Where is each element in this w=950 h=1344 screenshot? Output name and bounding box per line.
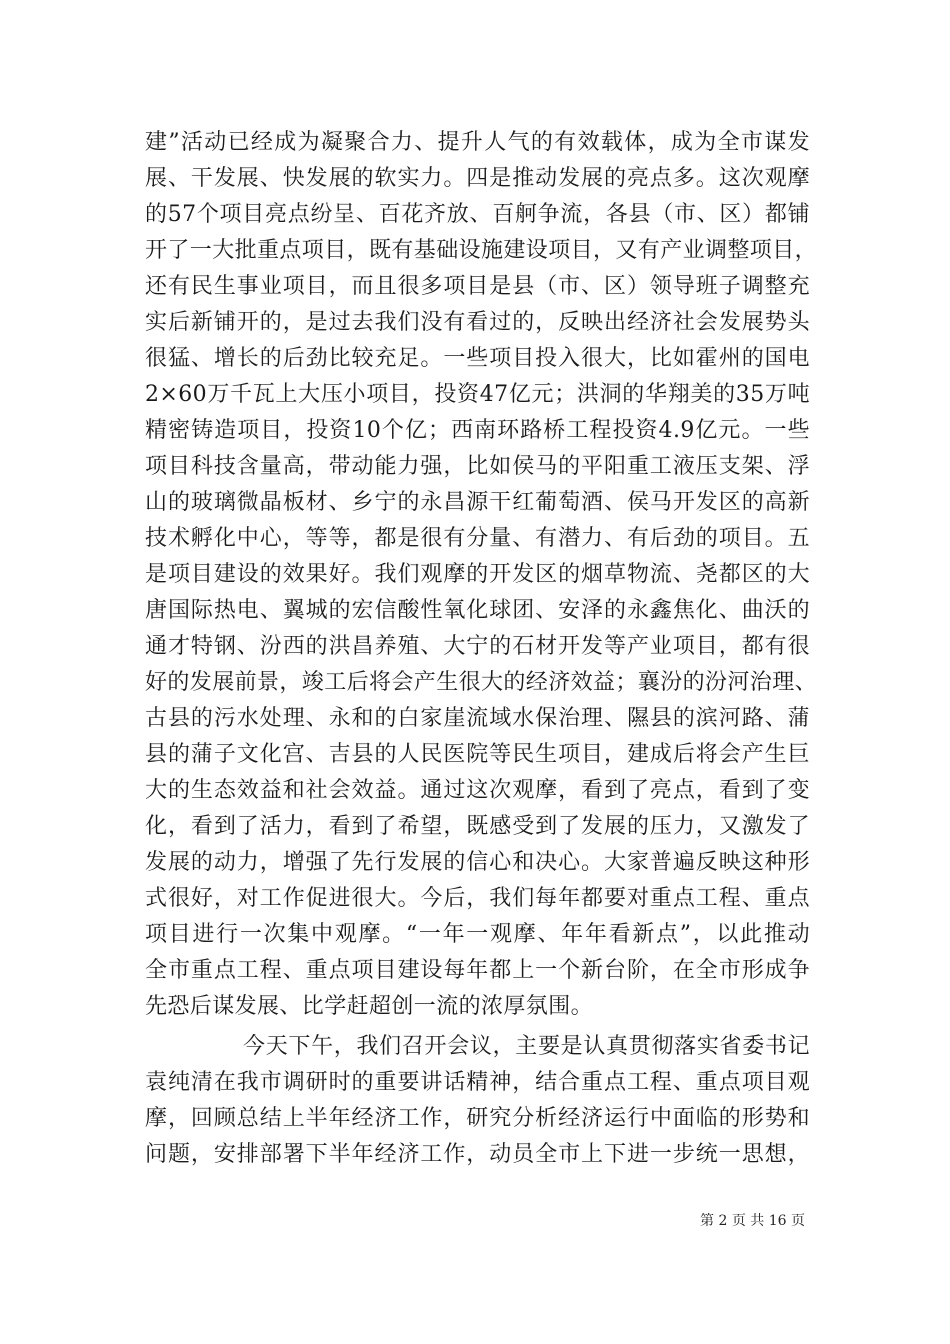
paragraph-line: 项目科技含量高，带动能力强，比如侯马的平阳重工液压支架、浮: [145, 454, 810, 479]
paragraph-line: 通才特钢、汾西的洪昌养殖、大宁的石材开发等产业项目，都有很: [145, 634, 810, 659]
paragraph-line: 还有民生事业项目，而且很多项目是县（市、区）领导班子调整充: [145, 274, 810, 299]
paragraph-line: 袁纯清在我市调研时的重要讲话精神，结合重点工程、重点项目观: [145, 1070, 810, 1095]
paragraph-line: 今天下午，我们召开会议，主要是认真贯彻落实省委书记: [243, 1034, 810, 1059]
paragraph-line: 展、干发展、快发展的软实力。四是推动发展的亮点多。这次观摩: [145, 166, 810, 191]
page-number-footer: 第 2 页 共 16 页: [700, 1213, 805, 1229]
paragraph-line: 实后新铺开的，是过去我们没有看过的，反映出经济社会发展势头: [145, 310, 810, 335]
paragraph-line: 化，看到了活力，看到了希望，既感受到了发展的压力，又激发了: [145, 814, 810, 839]
paragraph-line: 技术孵化中心，等等，都是很有分量、有潜力、有后劲的项目。五: [145, 526, 810, 551]
paragraph-line: 精密铸造项目，投资10个亿；西南环路桥工程投资4.9亿元。一些: [145, 418, 810, 443]
paragraph-line: 项目进行一次集中观摩。“一年一观摩、年年看新点”，以此推动: [145, 922, 810, 947]
paragraph-line: 古县的污水处理、永和的白家崖流域水保治理、隰县的滨河路、蒲: [145, 706, 810, 731]
paragraph-line: 问题，安排部署下半年经济工作，动员全市上下进一步统一思想，: [145, 1142, 810, 1167]
paragraph-line: 开了一大批重点项目，既有基础设施建设项目，又有产业调整项目，: [145, 238, 818, 263]
paragraph-line: 摩，回顾总结上半年经济工作，研究分析经济运行中面临的形势和: [145, 1106, 810, 1131]
paragraph-line: 全市重点工程、重点项目建设每年都上一个新台阶，在全市形成争: [145, 958, 810, 983]
paragraph-line: 建”活动已经成为凝聚合力、提升人气的有效载体，成为全市谋发: [145, 130, 810, 155]
paragraph-line: 先恐后谋发展、比学赶超创一流的浓厚氛围。: [145, 994, 594, 1019]
paragraph-line: 式很好，对工作促进很大。今后，我们每年都要对重点工程、重点: [145, 886, 810, 911]
paragraph-line: 发展的动力，增强了先行发展的信心和决心。大家普遍反映这种形: [145, 850, 810, 875]
paragraph-line: 好的发展前景，竣工后将会产生很大的经济效益；襄汾的汾河治理、: [145, 670, 818, 695]
paragraph-line: 是项目建设的效果好。我们观摩的开发区的烟草物流、尧都区的大: [145, 562, 810, 587]
paragraph-line: 大的生态效益和社会效益。通过这次观摩，看到了亮点，看到了变: [145, 778, 810, 803]
paragraph-line: 唐国际热电、翼城的宏信酸性氧化球团、安泽的永鑫焦化、曲沃的: [145, 598, 810, 623]
paragraph-line: 山的玻璃微晶板材、乡宁的永昌源干红葡萄酒、侯马开发区的高新: [145, 490, 810, 515]
paragraph-line: 2×60万千瓦上大压小项目，投资47亿元；洪洞的华翔美的35万吨: [145, 382, 810, 407]
paragraph-line: 县的蒲子文化宫、吉县的人民医院等民生项目，建成后将会产生巨: [145, 742, 810, 767]
paragraph-line: 的57个项目亮点纷呈、百花齐放、百舸争流，各县（市、区）都铺: [145, 202, 810, 227]
paragraph-line: 很猛、增长的后劲比较充足。一些项目投入很大，比如霍州的国电: [145, 346, 810, 371]
